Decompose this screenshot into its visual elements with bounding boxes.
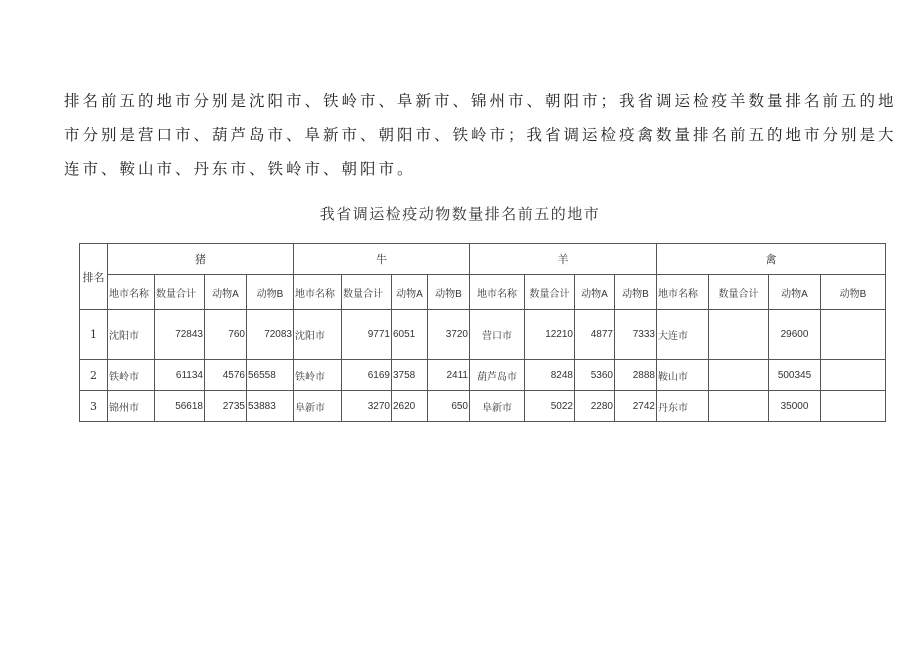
col-header-animal-b: 动物B — [428, 275, 470, 310]
cattle-total: 3270 — [342, 391, 392, 422]
col-header-animal-b: 动物B — [247, 275, 294, 310]
pig-total: 56618 — [155, 391, 205, 422]
col-header-city: 地市名称 — [470, 275, 525, 310]
col-header-animal-a: 动物A — [205, 275, 247, 310]
poultry-city: 丹东市 — [657, 391, 709, 422]
table-row — [80, 310, 886, 360]
pig-b: 53883 — [247, 391, 294, 422]
pig-b: 56558 — [247, 360, 294, 391]
col-header-animal-b: 动物B — [821, 275, 886, 310]
pig-total: 61134 — [155, 360, 205, 391]
sheep-total: 5022 — [525, 391, 575, 422]
rank-cell: 3 — [80, 391, 108, 422]
sheep-total: 12210 — [525, 310, 575, 360]
body-paragraph: 排名前五的地市分别是沈阳市、铁岭市、阜新市、锦州市、朝阳市；我省调运检疫羊数量排名前五的地市分别是营口市、葫芦岛市、阜新市、朝阳市、铁岭市；我省调运检疫禽数量排名前五的地市分别是大连市、鞍山市、丹东市、铁岭市、朝阳市。 — [64, 92, 897, 178]
sheep-b: 7333 — [615, 310, 657, 360]
cattle-city: 沈阳市 — [294, 310, 342, 360]
sub-header-row — [80, 275, 886, 310]
col-header-animal-b: 动物B — [615, 275, 657, 310]
cattle-total: 6169 — [342, 360, 392, 391]
cattle-a: 3758 — [392, 360, 428, 391]
rank-header: 排名 — [80, 244, 108, 310]
pig-city: 铁岭市 — [108, 360, 155, 391]
cattle-b: 2411 — [428, 360, 470, 391]
poultry-total — [709, 360, 769, 391]
col-header-total: 数量合计 — [709, 275, 769, 310]
col-header-total: 数量合计 — [155, 275, 205, 310]
col-header-animal-a: 动物A — [769, 275, 821, 310]
col-header-city: 地市名称 — [294, 275, 342, 310]
sheep-city: 营口市 — [470, 310, 525, 360]
poultry-total — [709, 391, 769, 422]
cattle-b: 3720 — [428, 310, 470, 360]
poultry-a: 500345 — [769, 360, 821, 391]
pig-city: 沈阳市 — [108, 310, 155, 360]
table-row — [80, 391, 886, 422]
col-header-total: 数量合计 — [525, 275, 575, 310]
sheep-a: 2280 — [575, 391, 615, 422]
group-header-row — [80, 244, 886, 275]
sheep-b: 2742 — [615, 391, 657, 422]
col-header-city: 地市名称 — [657, 275, 709, 310]
poultry-city: 鞍山市 — [657, 360, 709, 391]
sheep-total: 8248 — [525, 360, 575, 391]
sheep-b: 2888 — [615, 360, 657, 391]
poultry-total — [709, 310, 769, 360]
cattle-city: 阜新市 — [294, 391, 342, 422]
group-header-pig: 猪 — [108, 244, 294, 275]
sheep-a: 4877 — [575, 310, 615, 360]
cattle-b: 650 — [428, 391, 470, 422]
table-title: 我省调运检疫动物数量排名前五的地市 — [319, 205, 601, 223]
pig-total: 72843 — [155, 310, 205, 360]
col-header-animal-a: 动物A — [392, 275, 428, 310]
group-header-cattle: 牛 — [294, 244, 470, 275]
cattle-a: 6051 — [392, 310, 428, 360]
poultry-b — [821, 310, 886, 360]
pig-a: 2735 — [205, 391, 247, 422]
poultry-a: 29600 — [769, 310, 821, 360]
sheep-city: 阜新市 — [470, 391, 525, 422]
cattle-city: 铁岭市 — [294, 360, 342, 391]
poultry-city: 大连市 — [657, 310, 709, 360]
pig-a: 4576 — [205, 360, 247, 391]
cattle-total: 9771 — [342, 310, 392, 360]
group-header-sheep: 羊 — [470, 244, 657, 275]
pig-city: 锦州市 — [108, 391, 155, 422]
rank-cell: 1 — [80, 310, 108, 360]
ranking-table — [79, 243, 886, 422]
cattle-a: 2620 — [392, 391, 428, 422]
rank-cell: 2 — [80, 360, 108, 391]
group-header-poultry: 禽 — [657, 244, 886, 275]
poultry-b — [821, 391, 886, 422]
col-header-animal-a: 动物A — [575, 275, 615, 310]
pig-a: 760 — [205, 310, 247, 360]
poultry-a: 35000 — [769, 391, 821, 422]
sheep-city: 葫芦岛市 — [470, 360, 525, 391]
table-row — [80, 360, 886, 391]
col-header-city: 地市名称 — [108, 275, 155, 310]
poultry-b — [821, 360, 886, 391]
sheep-a: 5360 — [575, 360, 615, 391]
pig-b: 72083 — [247, 310, 294, 360]
col-header-total: 数量合计 — [342, 275, 392, 310]
